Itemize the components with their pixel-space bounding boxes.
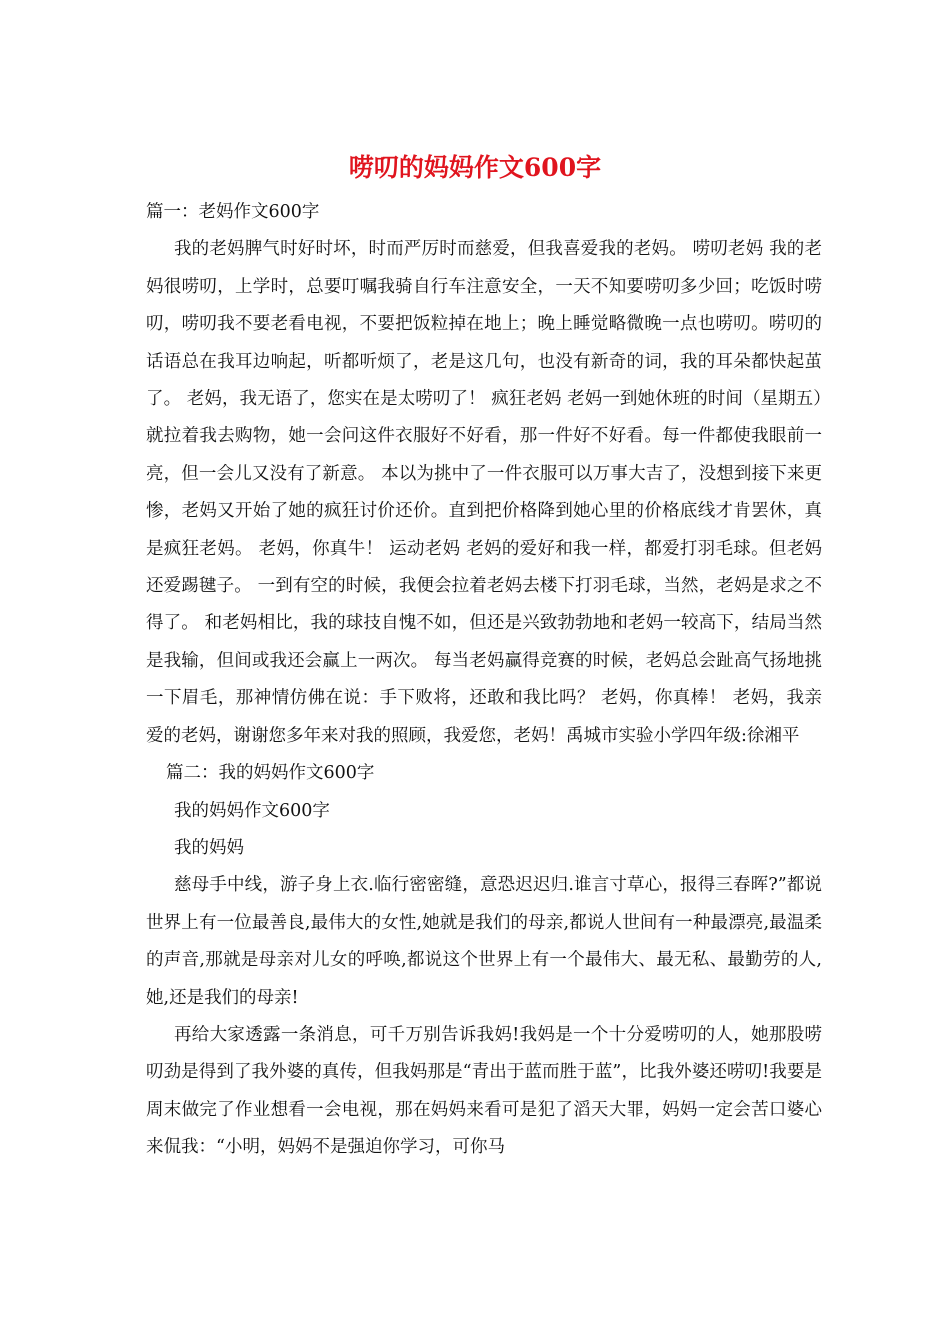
section2-paragraph: 再给大家透露一条消息，可千万别告诉我妈!我妈是一个十分爱唠叨的人，她那股唠叨劲是得到了我外婆的真传，但我妈那是“青出于蓝而胜于蓝”，比我外婆还唠叨!我要是周末做完了作业想看一会电视，那在妈妈来看可是犯了滔天大罪，妈妈一定会苦口婆心来侃我：“小明，妈妈不是强迫你学习，可你马 bbox=[146, 1024, 822, 1158]
document-body bbox=[146, 194, 822, 1167]
section1-body: 我的老妈脾气时好时坏，时而严厉时而慈爱，但我喜爱我的老妈。 唠叨老妈 我的老妈很唠叨，上学时，总要叮嘱我骑自行车注意安全，一天不知要唠叨多少回；吃饭时唠叨，唠叨我不要老看电视，不要把饭粒掉在地上；晚上睡觉略微晚一点也唠叨。唠叨的话语总在我耳边响起，听都听烦了，老是这几句，也没有新奇的词，我的耳朵都快起茧了。 老妈，我无语了，您实在是太唠叨了！ 疯狂老妈 老妈一到她休班的时间（星期五）就拉着我去购物，她一会问这件衣服好不好看，那一件好不好看。每一件都使我眼前一亮，但一会儿又没有了新意。 本以为挑中了一件衣服可以万事大吉了，没想到接下来更惨，老妈又开始了她的疯狂讨价还价。直到把价格降到她心里的价格底线才肯罢休，真是疯狂老妈。 老妈，你真牛！ 运动老妈 老妈的爱好和我一样，都爱打羽毛球。但老妈还爱踢毽子。 一到有空的时候，我便会拉着老妈去楼下打羽毛球，当然，老妈是求之不得了。 和老妈相比，我的球技自愧不如，但还是兴致勃勃地和老妈一较高下，结局当然是我输，但间或我还会赢上一两次。 每当老妈赢得竞赛的时候，老妈总会趾高气扬地挑一下眉毛，那神情仿佛在说：手下败将，还敢和我比吗？ 老妈，你真棒！ 老妈，我亲爱的老妈，谢谢您多年来对我的照顾，我爱您，老妈！禹城市实验小学四年级:徐湘平 bbox=[146, 239, 822, 746]
section2-heading: 篇二：我的妈妈作文600字 bbox=[166, 763, 375, 784]
section2-subtitle: 我的妈妈作文600字 bbox=[174, 800, 330, 821]
section1-heading: 篇一：老妈作文600字 bbox=[146, 202, 320, 222]
document-title: 唠叨的妈妈作文600字 bbox=[348, 153, 602, 182]
section2-title: 我的妈妈 bbox=[174, 837, 244, 858]
section2-paragraph: 慈母手中线，游子身上衣.临行密密缝，意恐迟迟归.谁言寸草心，报得三春晖?”都说世界上有一位最善良,最伟大的女性,她就是我们的母亲,都说人世间有一种最漂亮,最温柔的声音,那就是母亲对儿女的呼唤,都说这个世界上有一个最伟大、最无私、最勤劳的人,她,还是我们的母亲! bbox=[146, 875, 822, 1008]
